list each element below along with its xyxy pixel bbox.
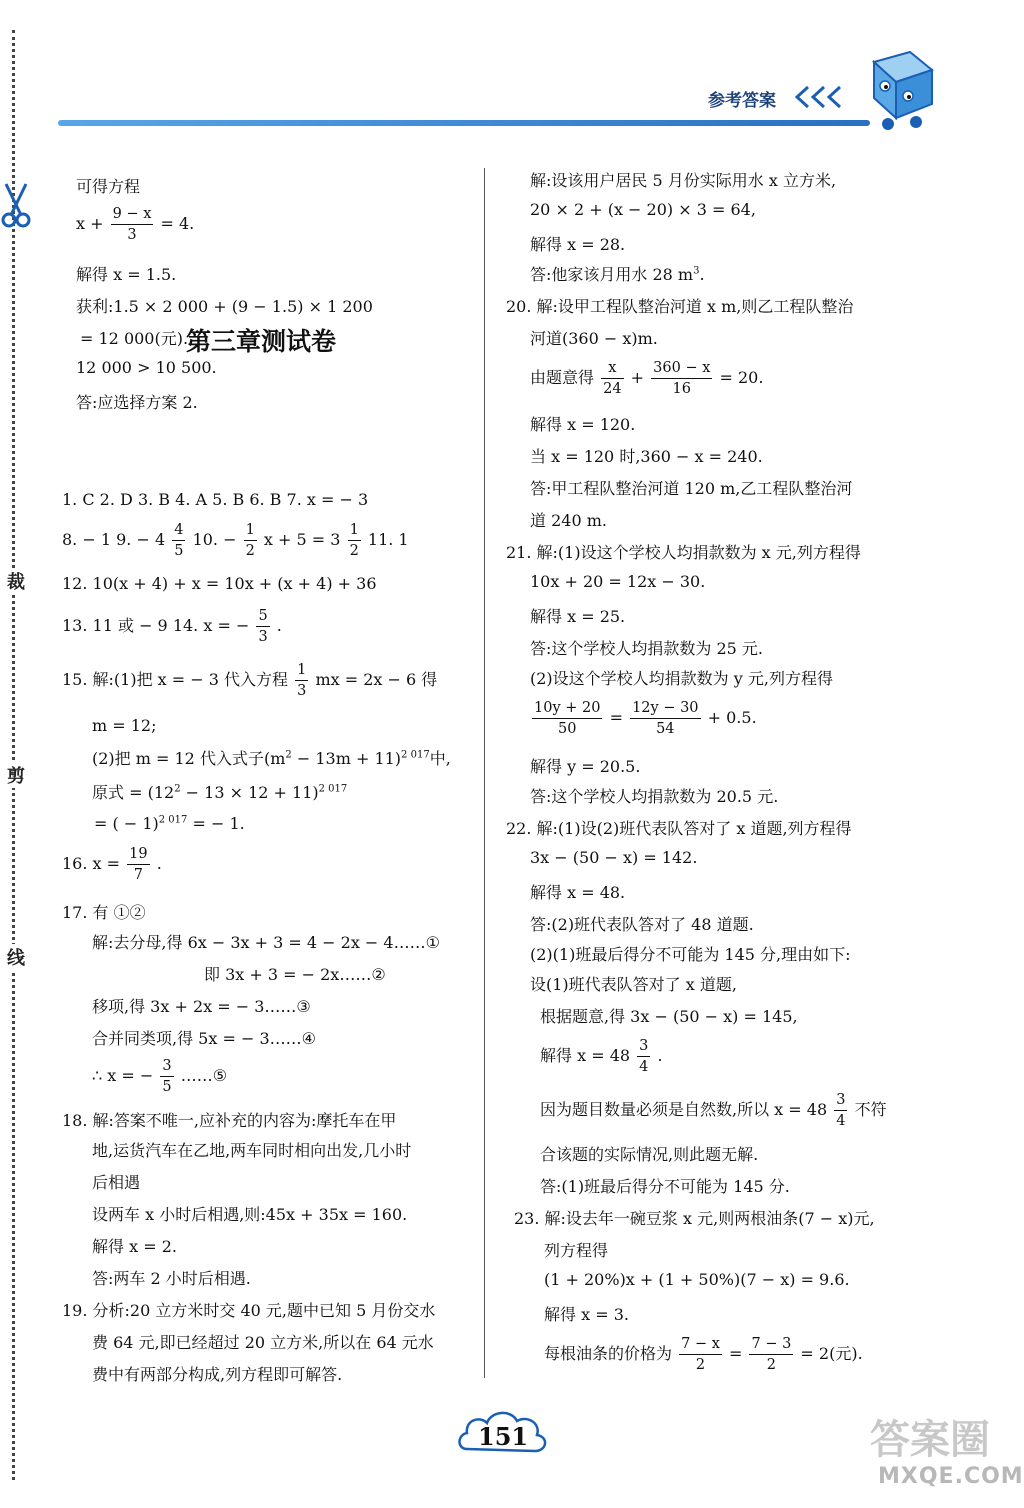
text-line bbox=[530, 262, 705, 285]
numerator: 7 − 3 bbox=[749, 1336, 793, 1355]
text: (2)把 m = 12 代入式子(m bbox=[92, 749, 286, 768]
denominator: 4 bbox=[836, 1113, 846, 1129]
numerator: 1 bbox=[348, 522, 361, 541]
text: + 0.5. bbox=[707, 708, 757, 727]
text: x + 5 = 3 bbox=[263, 530, 341, 549]
text-line: 20 × 2 + (x − 20) × 3 = 64, bbox=[530, 200, 756, 219]
text-line: 解得 x = 28. bbox=[530, 235, 626, 254]
text: . bbox=[699, 265, 705, 284]
text-line: 即 3x + 3 = − 2x……② bbox=[204, 965, 386, 984]
cut-label-2: 剪 bbox=[6, 762, 26, 788]
denominator: 3 bbox=[258, 629, 268, 645]
denominator: 50 bbox=[558, 721, 577, 737]
text-line: 河道(360 − x)m. bbox=[530, 329, 658, 348]
text: = 4. bbox=[160, 214, 195, 233]
text: = bbox=[609, 708, 623, 727]
text-line: 解得 x = 3. bbox=[544, 1305, 629, 1324]
denominator: 2 bbox=[349, 543, 359, 559]
text: 11. 1 bbox=[367, 530, 409, 549]
text-line: 答:甲工程队整治河道 120 m,乙工程队整治河 bbox=[530, 479, 853, 498]
text: . bbox=[657, 1046, 663, 1065]
denominator: 3 bbox=[297, 683, 307, 699]
text-line bbox=[92, 746, 451, 769]
fraction bbox=[295, 662, 308, 699]
equation-line bbox=[544, 1336, 863, 1373]
text-line: 解得 x = 1.5. bbox=[76, 265, 177, 284]
text: + bbox=[630, 368, 645, 387]
denominator: 7 bbox=[133, 867, 143, 883]
text-line: 根据题意,得 3x − (50 − x) = 145, bbox=[540, 1007, 798, 1026]
numerator: x bbox=[601, 360, 623, 379]
text: 10. − bbox=[192, 530, 237, 549]
text-line: 解得 x = 48. bbox=[530, 883, 626, 902]
text: mx = 2x − 6 得 bbox=[315, 670, 438, 689]
text: 解得 x = 48 bbox=[540, 1046, 631, 1065]
text-line: 合并同类项,得 5x = − 3……④ bbox=[92, 1029, 316, 1048]
fraction bbox=[127, 846, 149, 883]
numerator: 10y + 20 bbox=[532, 700, 602, 719]
superscript: 2 bbox=[285, 749, 292, 761]
answer-line bbox=[62, 662, 437, 699]
numerator: 19 bbox=[127, 846, 149, 865]
text: − 13 × 12 + 11) bbox=[180, 783, 319, 802]
denominator: 2 bbox=[766, 1357, 777, 1373]
numerator: 1 bbox=[244, 522, 257, 541]
numerator: 5 bbox=[256, 608, 269, 627]
text: 每根油条的价格为 bbox=[544, 1344, 673, 1363]
text-line: 解:去分母,得 6x − 3x + 3 = 4 − 2x − 4……① bbox=[92, 933, 440, 952]
text-line: 道 240 m. bbox=[530, 511, 607, 530]
answer-line: 12. 10(x + 4) + x = 10x + (x + 4) + 36 bbox=[62, 574, 377, 593]
text-line: 答:应选择方案 2. bbox=[76, 393, 198, 412]
fraction bbox=[630, 700, 700, 737]
numerator: 12y − 30 bbox=[630, 700, 700, 719]
text-line: 答:两车 2 小时后相遇. bbox=[92, 1269, 251, 1288]
fraction bbox=[679, 1336, 722, 1373]
text: ……⑤ bbox=[180, 1066, 228, 1085]
column-divider bbox=[484, 168, 485, 1378]
text-line: 答:(1)班最后得分不可能为 145 分. bbox=[540, 1177, 790, 1196]
text-line: 答:这个学校人均捐款数为 20.5 元. bbox=[530, 787, 779, 806]
fraction bbox=[172, 522, 185, 559]
superscript: 2 bbox=[174, 783, 181, 795]
text: . bbox=[156, 854, 162, 873]
watermark-text: MXQE.COM bbox=[878, 1464, 1024, 1489]
fraction bbox=[532, 700, 602, 737]
text: 15. 解:(1)把 x = − 3 代入方程 bbox=[62, 670, 289, 689]
denominator: 2 bbox=[695, 1357, 706, 1373]
numerator: 4 bbox=[172, 522, 185, 541]
answer-line: 19. 分析:20 立方米时交 40 元,题中已知 5 月份交水 bbox=[62, 1301, 436, 1320]
text-line: (1 + 20%)x + (1 + 50%)(7 − x) = 9.6. bbox=[544, 1270, 850, 1289]
scissors-icon bbox=[0, 180, 32, 230]
text-line: = 12 000(元). bbox=[80, 329, 189, 348]
superscript: 3 bbox=[693, 265, 700, 277]
text-line: 列方程得 bbox=[544, 1241, 609, 1260]
page-number: 151 bbox=[478, 1422, 529, 1451]
text: 由题意得 bbox=[530, 368, 595, 387]
header-label: 参考答案 bbox=[708, 91, 776, 111]
text-line: 地,运货汽车在乙地,两车同时相向出发,几小时 bbox=[92, 1141, 412, 1160]
text: 答:他家该月用水 28 m bbox=[530, 265, 694, 284]
superscript: 2 017 bbox=[158, 814, 188, 826]
text-line: 设(1)班代表队答对了 x 道题, bbox=[530, 975, 737, 994]
equation-line bbox=[540, 1092, 887, 1129]
text-line: 解:设该用户居民 5 月份实际用水 x 立方米, bbox=[530, 171, 837, 190]
answer-line: 23. 解:设去年一碗豆浆 x 元,则两根油条(7 − x)元, bbox=[514, 1209, 875, 1228]
text-line: 答:这个学校人均捐款数为 25 元. bbox=[530, 639, 764, 658]
text-line bbox=[94, 814, 245, 833]
equation-line bbox=[76, 206, 194, 243]
fraction bbox=[601, 360, 623, 397]
denominator: 4 bbox=[639, 1059, 649, 1075]
text: = 20. bbox=[719, 368, 764, 387]
text-line: 解得 x = 25. bbox=[530, 607, 626, 626]
text-line bbox=[92, 780, 347, 803]
answer-line bbox=[62, 522, 409, 559]
text-line: 设两车 x 小时后相遇,则:45x + 35x = 160. bbox=[92, 1205, 408, 1224]
watermark-logo: 答案圈 bbox=[870, 1417, 990, 1463]
text-line: 解得 x = 120. bbox=[530, 415, 636, 434]
cube-mascot-icon bbox=[860, 40, 940, 132]
fraction bbox=[348, 522, 361, 559]
numerator: 9 − x bbox=[111, 206, 154, 225]
text: . bbox=[276, 616, 282, 635]
answer-line bbox=[62, 608, 282, 645]
answer-line: 22. 解:(1)设(2)班代表队答对了 x 道题,列方程得 bbox=[506, 819, 852, 838]
text-line: 10x + 20 = 12x − 30. bbox=[530, 572, 706, 591]
text: 13. 11 或 − 9 14. x = − bbox=[62, 616, 250, 635]
cut-label-3: 线 bbox=[6, 944, 26, 970]
answer-line: 17. 有 ①② bbox=[62, 903, 146, 922]
text-line: 12 000 > 10 500. bbox=[76, 358, 217, 377]
text: 因为题目数量必须是自然数,所以 x = 48 bbox=[540, 1100, 828, 1119]
superscript: 2 017 bbox=[318, 783, 348, 795]
text: = ( − 1) bbox=[94, 814, 159, 833]
answer-line: 1. C 2. D 3. B 4. A 5. B 6. B 7. x = − 3 bbox=[62, 490, 369, 509]
numerator: 1 bbox=[295, 662, 308, 681]
fraction bbox=[111, 206, 154, 243]
text: 16. x = bbox=[62, 854, 121, 873]
text-line: 答:(2)班代表队答对了 48 道题. bbox=[530, 915, 754, 934]
text-line: 获利:1.5 × 2 000 + (9 − 1.5) × 1 200 bbox=[76, 297, 373, 316]
numerator: 3 bbox=[160, 1058, 173, 1077]
denominator: 3 bbox=[127, 227, 137, 243]
superscript: 2 017 bbox=[401, 749, 430, 761]
text-line: 解得 y = 20.5. bbox=[530, 757, 641, 776]
text-line: (2)设这个学校人均捐款数为 y 元,列方程得 bbox=[530, 669, 833, 688]
text-line: 可得方程 bbox=[76, 177, 141, 196]
numerator: 7 − x bbox=[679, 1336, 722, 1355]
denominator: 24 bbox=[603, 381, 622, 397]
answer-line: 21. 解:(1)设这个学校人均捐款数为 x 元,列方程得 bbox=[506, 543, 861, 562]
numerator: 3 bbox=[834, 1092, 847, 1111]
text-line: m = 12; bbox=[92, 716, 157, 735]
equation-line bbox=[530, 360, 763, 397]
equation-line bbox=[530, 700, 757, 737]
fraction bbox=[637, 1038, 650, 1075]
text: 8. − 1 9. − 4 bbox=[62, 530, 166, 549]
cut-label-1: 裁 bbox=[6, 568, 26, 594]
text-line: 解得 x = 2. bbox=[92, 1237, 177, 1256]
text-line: 3x − (50 − x) = 142. bbox=[530, 848, 698, 867]
text: = bbox=[728, 1344, 743, 1363]
numerator: 360 − x bbox=[651, 360, 712, 379]
text: x + bbox=[76, 214, 104, 233]
section-title: 第三章测试卷 bbox=[186, 327, 337, 356]
fraction bbox=[651, 360, 712, 397]
denominator: 54 bbox=[656, 721, 675, 737]
text-line: 当 x = 120 时,360 − x = 240. bbox=[530, 447, 763, 466]
text-line: 费 64 元,即已经超过 20 立方米,所以在 64 元水 bbox=[92, 1333, 434, 1352]
answer-line: 20. 解:设甲工程队整治河道 x m,则乙工程队整治 bbox=[506, 297, 854, 316]
answer-line: 18. 解:答案不唯一,应补充的内容为:摩托车在甲 bbox=[62, 1111, 397, 1130]
text-line: (2)(1)班最后得分不可能为 145 分,理由如下: bbox=[530, 945, 851, 964]
fraction bbox=[749, 1336, 793, 1373]
text: = − 1. bbox=[187, 814, 245, 833]
text-line: 后相遇 bbox=[92, 1173, 141, 1192]
denominator: 5 bbox=[174, 543, 184, 559]
fraction bbox=[160, 1058, 173, 1095]
text: 原式 = (12 bbox=[92, 783, 175, 802]
text: − 13m + 11) bbox=[291, 749, 402, 768]
denominator: 2 bbox=[245, 543, 255, 559]
text-line bbox=[92, 1058, 227, 1095]
chevron-left-icon bbox=[792, 84, 852, 110]
fraction bbox=[834, 1092, 847, 1129]
text: ∴ x = − bbox=[92, 1066, 154, 1085]
cut-line bbox=[12, 30, 15, 1480]
equation-line bbox=[540, 1038, 663, 1075]
answer-line bbox=[62, 846, 162, 883]
text: 不符 bbox=[854, 1100, 887, 1119]
numerator: 3 bbox=[637, 1038, 650, 1057]
header-bar bbox=[58, 120, 870, 126]
text: 中, bbox=[429, 749, 451, 768]
text-line: 费中有两部分构成,列方程即可解答. bbox=[92, 1365, 343, 1384]
fraction bbox=[244, 522, 257, 559]
denominator: 5 bbox=[162, 1079, 172, 1095]
fraction bbox=[256, 608, 269, 645]
text-line: 合该题的实际情况,则此题无解. bbox=[540, 1145, 759, 1164]
text: = 2(元). bbox=[800, 1344, 863, 1363]
denominator: 16 bbox=[672, 381, 691, 397]
text-line: 移项,得 3x + 2x = − 3……③ bbox=[92, 997, 311, 1016]
